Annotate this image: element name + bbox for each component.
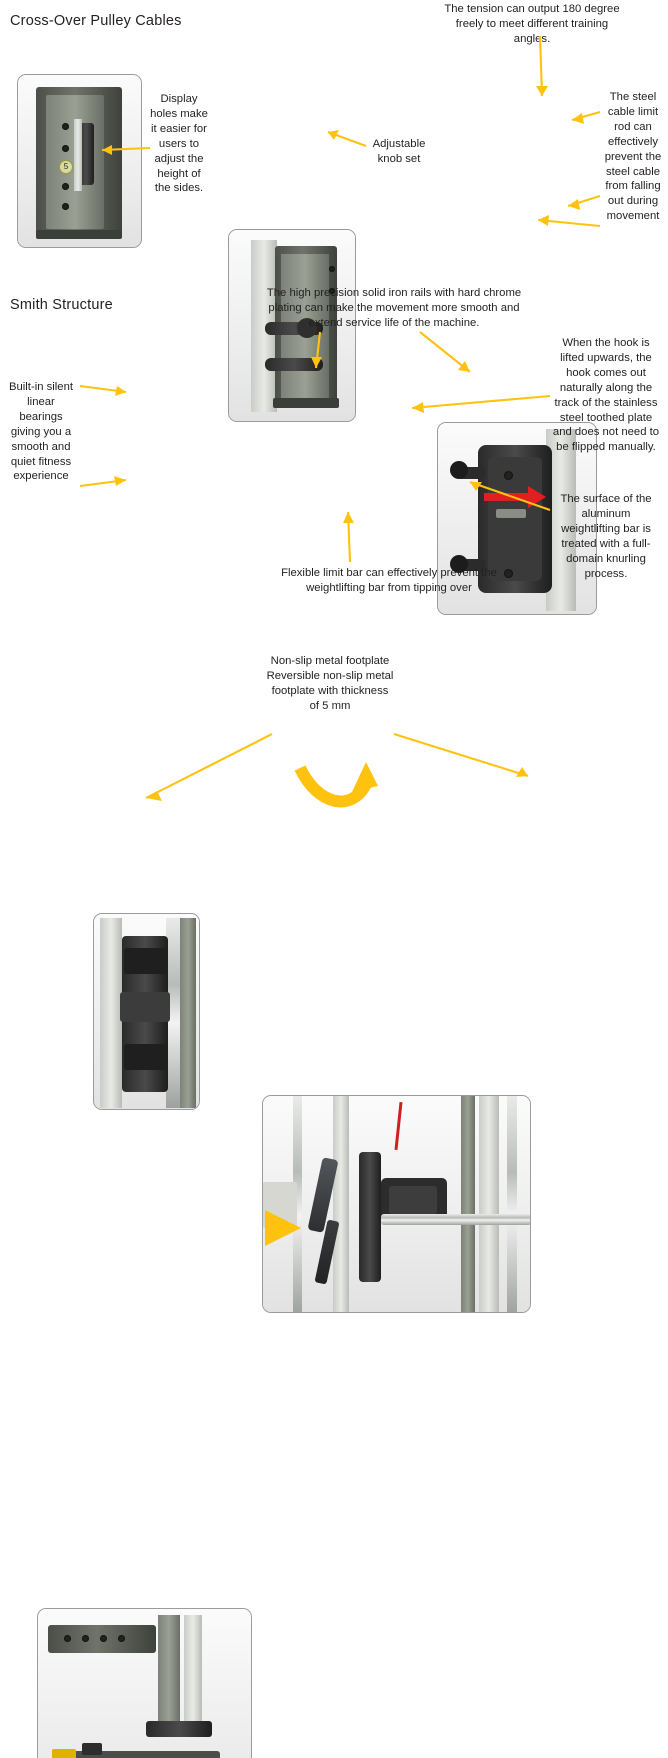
caption-flexible-limit-bar: Flexible limit bar can effectively prevent the weightlifting bar from tipping over bbox=[281, 567, 497, 594]
section-title-smith: Smith Structure bbox=[10, 297, 113, 313]
caption-adjustable-knob: Adjustable knob set bbox=[372, 138, 426, 165]
red-direction-arrow-icon bbox=[484, 483, 548, 511]
caption-display-holes: Display holes make it easier for users to adjust the height of the sides. bbox=[150, 93, 208, 195]
highlight-triangle-icon bbox=[262, 1204, 303, 1250]
photo-panel-linear-bearings bbox=[93, 913, 200, 1110]
photo-panel-footplate-flat bbox=[37, 1608, 252, 1758]
caption-steel-cable-limit: The steel cable limit rod can effectively prevent the steel cable from falling out during movement bbox=[604, 91, 662, 223]
section-title-crossover: Cross-Over Pulley Cables bbox=[10, 13, 182, 29]
caption-hook-lifted: When the hook is lifted upwards, the hook comes out naturally along the track of the stainless steel toothed plate and does not need to be flipped manually. bbox=[552, 337, 660, 454]
caption-solid-iron-rails: The high precision solid iron rails with hard chrome plating can make the movement more smooth and extend service life of the machine. bbox=[266, 287, 522, 329]
caption-footplate: Non-slip metal footplate Reversible non-slip metal footplate with thickness of 5 mm bbox=[266, 655, 394, 712]
photo-panel-display-holes bbox=[17, 74, 142, 248]
hole-marker-badge: 5 bbox=[59, 160, 73, 174]
caption-linear-bearings: Built-in silent linear bearings giving you a smooth and quiet fitness experience bbox=[8, 381, 74, 483]
caption-aluminum-bar: The surface of the aluminum weightlifting bar is treated with a full-domain knurling process. bbox=[560, 493, 652, 580]
caption-tension-output: The tension can output 180 degree freely to meet different training angles. bbox=[444, 3, 620, 45]
photo-panel-smith-structure bbox=[262, 1095, 531, 1313]
